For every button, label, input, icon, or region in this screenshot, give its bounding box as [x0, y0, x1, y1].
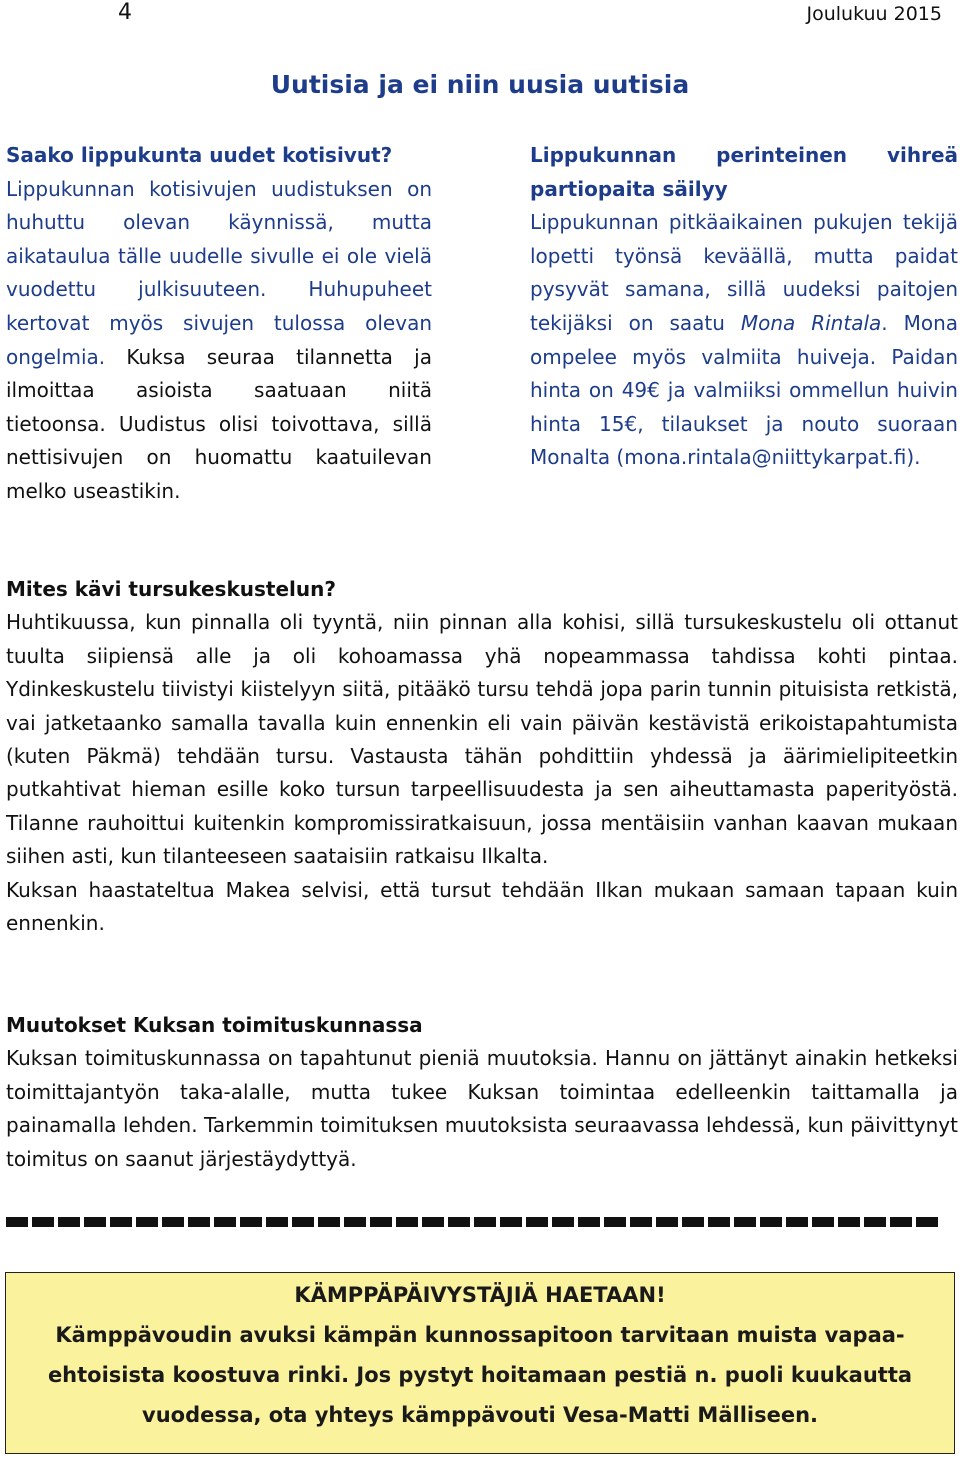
article-paragraph: Kuksan haastateltua Makea selvisi, että tursut tehdään Ilkan mukaan samaan tapaan kuin ennenkin.	[6, 877, 958, 936]
article-heading: Muutokset Kuksan toimituskunnassa	[6, 1013, 423, 1037]
article-heading: Lippukunnan perinteinen vihreä partiopaita säilyy	[530, 143, 958, 201]
article-kotisivut	[6, 139, 432, 509]
article-body-rest: Kuksa seuraa tilannetta ja ilmoittaa asioista saatuaan niitä tietoonsa. Uudistus olisi toivottava, sillä nettisivujen on huomattu kaatuilevan melko useastikin.	[6, 344, 432, 503]
article-body-intro: Lippukunnan kotisivujen uudistuksen on huhuttu olevan käynnissä, mutta aikataulua tälle uudelle sivulle ei ole vielä vuodettu julkisuuteen. Huhupuheet kertovat myös sivujen tulossa olevan ongelmia.	[6, 176, 432, 369]
article-body-intro: Lippukunnan pitkäaikainen pukujen tekijä lopetti työnsä keväällä, mutta paidat pysyvät samana, sillä uudeksi paitojen tekijäksi on saatu	[530, 210, 958, 335]
article-toimituskunta	[6, 1009, 958, 1176]
page-title: Uutisia ja ei niin uusia uutisia	[270, 70, 690, 99]
notice-title: KÄMPPÄPÄIVYSTÄJIÄ HAETAAN!	[294, 1283, 666, 1307]
dashed-divider	[6, 1217, 942, 1227]
article-body	[530, 206, 958, 475]
article-partiopaita	[530, 139, 958, 475]
article-body-rest: . Mona ompelee myös valmiita huiveja. Paidan hinta on 49€ ja valmiiksi ommellun huivin hinta 15€, tilaukset ja nouto suoraan Monalta (mona.rintala@niittykarpat.fi).	[530, 310, 959, 470]
issue-date: Joulukuu 2015	[806, 3, 942, 25]
article-body	[6, 173, 432, 509]
article-paragraph: Kuksan toimituskunnassa on tapahtunut pieniä muutoksia. Hannu on jättänyt ainakin hetkeksi toimittajantyön taka-alalle, mutta tukee Kuksan toimintaa edelleenkin taittamalla ja painamalla lehden. Tarkemmin toimituksen muutoksista seuraavassa lehdessä, kun päivittynyt toimitus on saanut järjestäydyttyä.	[6, 1046, 958, 1171]
article-paragraph: Huhtikuussa, kun pinnalla oli tyyntä, niin pinnan alla kohisi, sillä tursukeskustelu oli ottanut tuulta siipiensä alle ja oli kohoamassa yhä nopeammassa tahdissa kohti pintaa. Ydinkeskustelu tiivistyi kiistelyyn siitä, pitääkö tursu tehdä jopa parin tunnin pituisista retkistä, vai jatketaanko samalla tavalla kuin ennenkin eli vain päivän kestävistä erikoistapahtumista (kuten Päkmä) tehdään tursu. Vastausta tähän pohdittiin yhdessä ja äärimielipiteetkin putkahtivat hieman esille koko tursun tarpeellisuudesta ja sen aiheuttamasta paperityöstä. Tilanne rauhoittui kuitenkin kompromissiratkaisuun, jossa mentäisiin vanhan kaavan mukaan siihen asti, kun tilanteeseen saataisiin ratkaisu Ilkalta.	[6, 610, 958, 869]
article-heading: Mites kävi tursukeskustelun?	[6, 577, 336, 601]
volunteer-notice-box	[5, 1272, 955, 1454]
page-number: 4	[118, 0, 132, 25]
notice-body: Kämppävoudin avuksi kämpän kunnossapitoon tarvitaan muista vapaaehtoisista koostuva rinki. Jos pystyt hoitamaan pestiä n. puoli kuukautta vuodessa, ota yhteys kämppävouti Vesa-Matti Mälliseen.	[47, 1323, 913, 1427]
article-tursukeskustelu	[6, 573, 958, 940]
article-heading: Saako lippukunta uudet kotisivut?	[6, 143, 393, 167]
person-name: Mona Rintala	[740, 310, 882, 335]
